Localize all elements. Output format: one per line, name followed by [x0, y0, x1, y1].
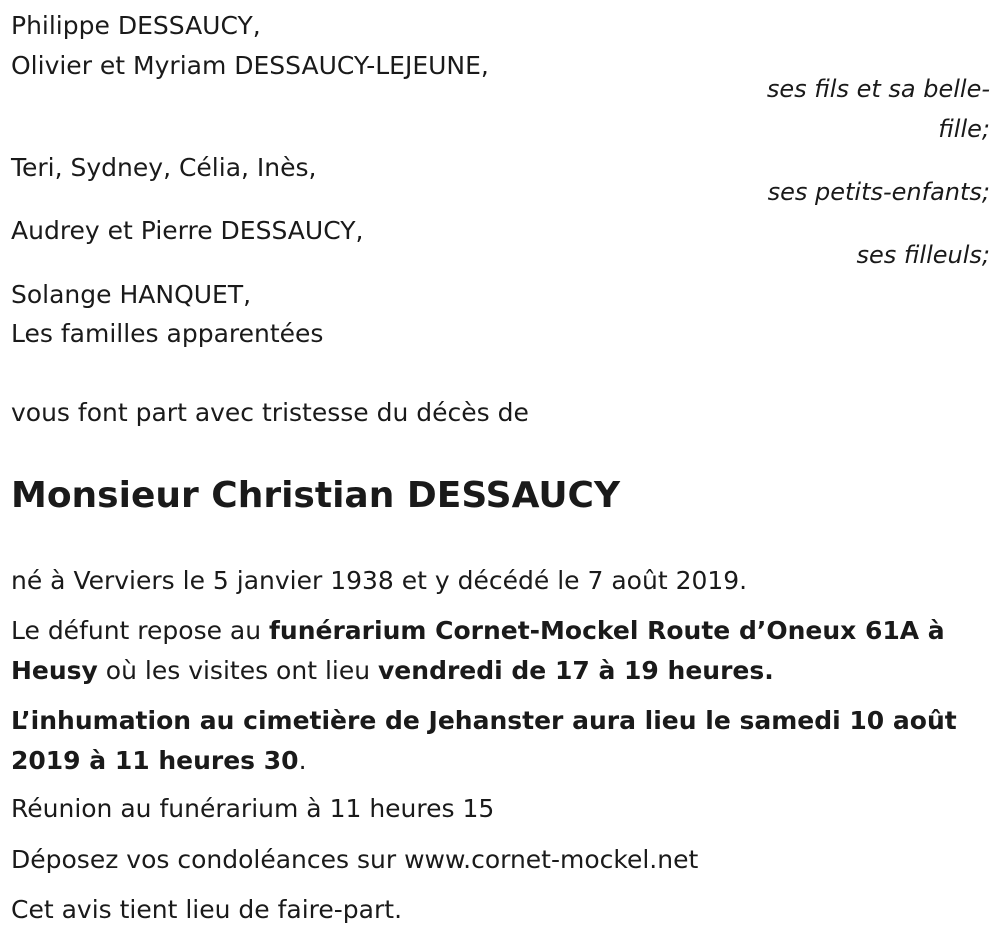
deceased-name: Monsieur Christian DESSAUCY: [11, 475, 621, 516]
announcement-text: vous font part avec tristesse du décès de: [11, 398, 529, 427]
role-grandchildren-label: ses petits-enfants;: [767, 178, 990, 206]
visits-time: vendredi de 17 à 19 heures.: [378, 656, 774, 685]
condolences-website-link[interactable]: www.cornet-mockel.net: [404, 845, 699, 874]
birth-death-text: né à Verviers le 5 janvier 1938 et y décédé le 7 août 2019.: [11, 566, 748, 595]
funeral-home-address: funérarium Cornet-Mockel Route d’Oneux 61A à: [269, 616, 945, 645]
repose-prefix: Le défunt repose au: [11, 616, 270, 645]
godchildren-names: Audrey et Pierre DESSAUCY,: [11, 216, 364, 245]
family-member-olivier-myriam: Olivier et Myriam DESSAUCY-LEJEUNE,: [11, 51, 489, 80]
condolences-prefix: Déposez vos condoléances sur: [11, 845, 405, 874]
burial-line-2: [11, 745, 307, 777]
repose-line-2: [11, 655, 774, 687]
role-godchildren-label: ses filleuls;: [856, 241, 990, 269]
notice-text: Cet avis tient lieu de faire-part.: [11, 895, 403, 924]
family-member-philippe: Philippe DESSAUCY,: [11, 11, 261, 40]
visits-text: où les visites ont lieu: [97, 656, 379, 685]
funeral-home-city: Heusy: [11, 656, 98, 685]
repose-line-1: [11, 615, 945, 647]
condolences-line: [11, 844, 698, 876]
grandchildren-names: Teri, Sydney, Célia, Inès,: [11, 153, 317, 182]
role-sons-label-1: ses fils et sa belle-: [766, 75, 990, 103]
family-member-solange: Solange HANQUET,: [11, 280, 252, 309]
related-families: Les familles apparentées: [11, 319, 324, 348]
burial-end: .: [298, 746, 307, 775]
burial-line-1: [11, 705, 957, 737]
role-sons-label-2: fille;: [938, 115, 990, 143]
meeting-info: Réunion au funérarium à 11 heures 15: [11, 794, 495, 823]
burial-info-2: 2019 à 11 heures 30: [11, 746, 299, 775]
burial-info-1: L’inhumation au cimetière de Jehanster aura lieu le samedi 10 août: [11, 706, 957, 735]
